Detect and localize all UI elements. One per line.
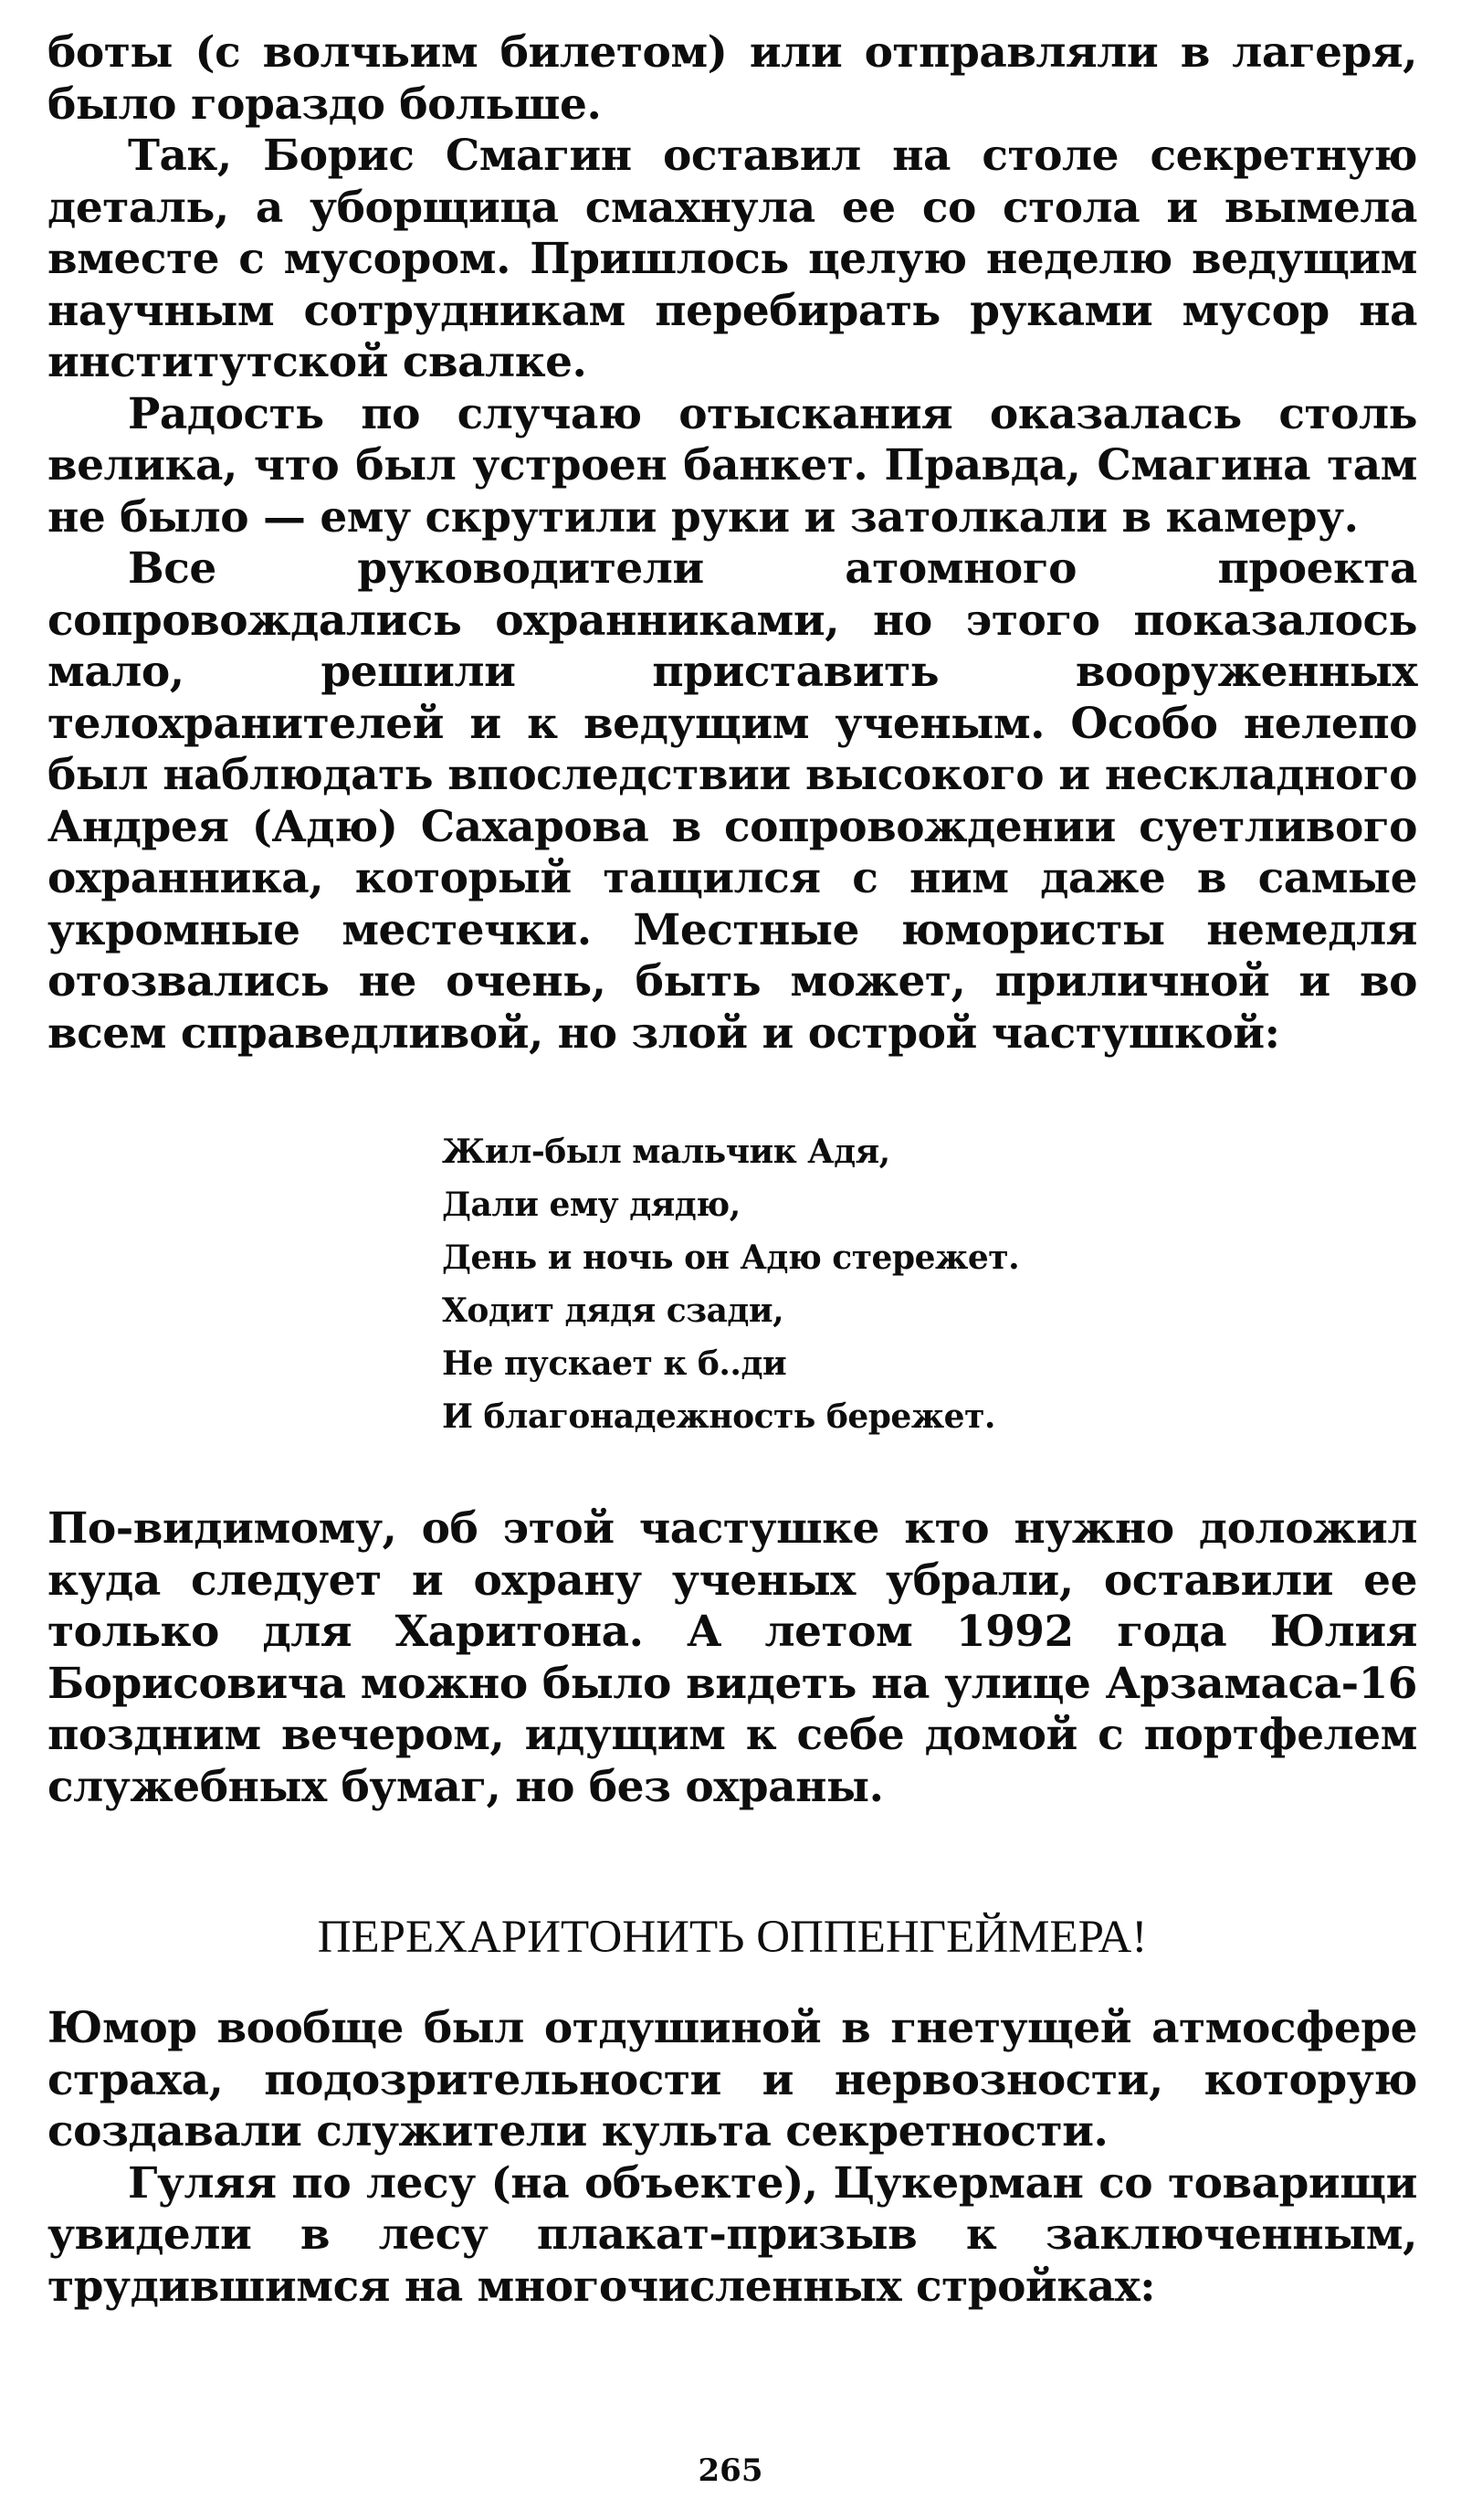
paragraph-bodyguards: Все руководители атомного проекта сопровождались охранниками, но этого показалось мало, решили приставить вооруженных телохранителей и к ведущим ученым. Особо нелепо был наблюдать впоследствии высокого и нескладного Андрея (Адю) Сахарова в сопровождении суетливого охранника, который тащился с ним даже в самые укромные местечки. Местные юмористы немедля отозвались не очень, быть может, приличной и во всем справедливой, но злой и острой частушкой: (47, 543, 1417, 1059)
paragraph-banquet: Радость по случаю отыскания оказалась столь велика, что был устроен банкет. Правда, Смагина там не было — ему скрутили руки и затолкали в камеру. (47, 388, 1417, 543)
paragraph-forest-poster: Гуляя по лесу (на объекте), Цукерман со товарищи увидели в лесу плакат-призыв к заключенным, трудившимся на многочисленных стройках: (47, 2157, 1417, 2312)
paragraph-humor: Юмор вообще был отдушиной в гнетущей атмосфере страха, подозрительности и нервозности, которую создавали служители культа секретности. (47, 2003, 1417, 2156)
book-page (47, 27, 1417, 2313)
poem-line: Дали ему дядю, (442, 1186, 741, 1224)
poem-line: День и ночь он Адю стережет. (442, 1239, 1020, 1277)
paragraph-smagin-detail: Так, Борис Смагин оставил на столе секретную деталь, а уборщица смахнула ее со стола и вымела вместе с мусором. Пришлось целую неделю ведущим научным сотрудникам перебирать руками мусор на институтской свалке. (47, 131, 1417, 387)
page-number: 265 (698, 2452, 763, 2489)
poem-line: Не пускает к б..ди (442, 1344, 787, 1383)
poem-line: И благонадежность бережет. (442, 1397, 995, 1436)
paragraph-guard-removed: По-видимому, об этой частушке кто нужно доложил куда следует и охрану ученых убрали, оставили ее только для Харитона. А летом 1992 года Юлия Борисовича можно было видеть на улице Арзамаса-16 поздним вечером, идущим к себе домой с портфелем служебных бумаг, но без охраны. (47, 1503, 1417, 1812)
chastushka-poem (442, 1125, 1417, 1443)
poem-line: Жил-был мальчик Адя, (442, 1133, 890, 1171)
paragraph-continued: боты (с волчьим билетом) или отправляли в лагеря, было гораздо больше. (47, 27, 1417, 130)
section-heading: ПЕРЕХАРИТОНИТЬ ОППЕНГЕЙМЕРА! (317, 1912, 1148, 1963)
poem-line: Ходит дядя сзади, (442, 1292, 784, 1330)
